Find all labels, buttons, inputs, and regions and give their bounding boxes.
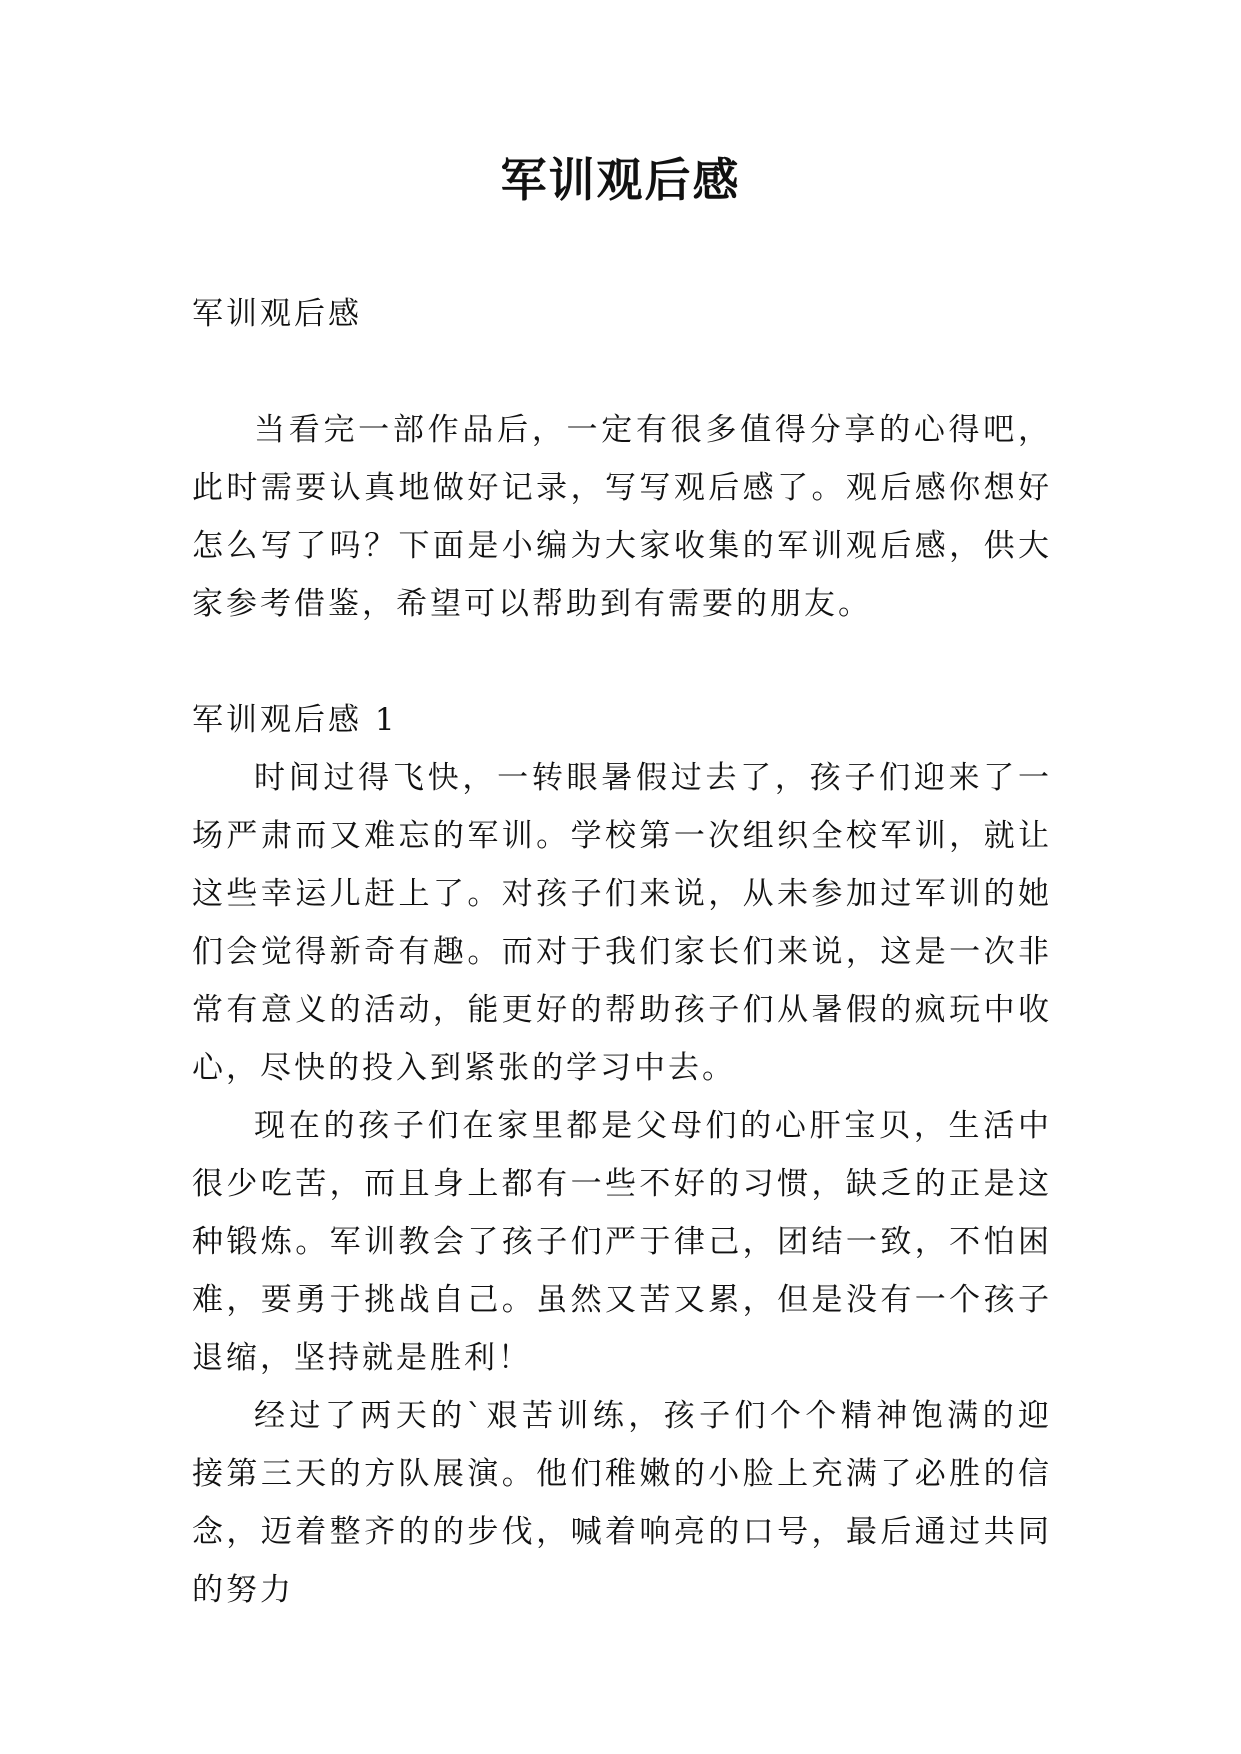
document-body: [192, 285, 1052, 1619]
section-heading: 军训观后感 1: [192, 702, 398, 738]
body-paragraph: 时间过得飞快，一转眼暑假过去了，孩子们迎来了一场严肃而又难忘的军训。学校第一次组织全校军训，就让这些幸运儿赶上了。对孩子们来说，从未参加过军训的她们会觉得新奇有趣。而对于我们家长们来说，这是一次非常有意义的活动，能更好的帮助孩子们从暑假的疯玩中收心，尽快的投入到紧张的学习中去。: [192, 760, 1052, 1086]
body-paragraph: 现在的孩子们在家里都是父母们的心肝宝贝，生活中很少吃苦，而且身上都有一些不好的习惯，缺乏的正是这种锻炼。军训教会了孩子们严于律己，团结一致，不怕困难，要勇于挑战自己。虽然又苦又累，但是没有一个孩子退缩，坚持就是胜利！: [192, 1108, 1052, 1376]
document-title: 军训观后感: [500, 153, 741, 207]
intro-paragraph: 当看完一部作品后，一定有很多值得分享的心得吧，此时需要认真地做好记录，写写观后感了。观后感你想好怎么写了吗？下面是小编为大家收集的军训观后感，供大家参考借鉴，希望可以帮助到有需要的朋友。: [192, 412, 1052, 622]
spacer: [192, 343, 1052, 401]
spacer: [192, 633, 1052, 691]
document-subtitle: 军训观后感: [192, 296, 362, 332]
body-paragraph: 经过了两天的`艰苦训练，孩子们个个精神饱满的迎接第三天的方队展演。他们稚嫩的小脸上充满了必胜的信念，迈着整齐的的步伐，喊着响亮的口号，最后通过共同的努力: [192, 1398, 1052, 1608]
